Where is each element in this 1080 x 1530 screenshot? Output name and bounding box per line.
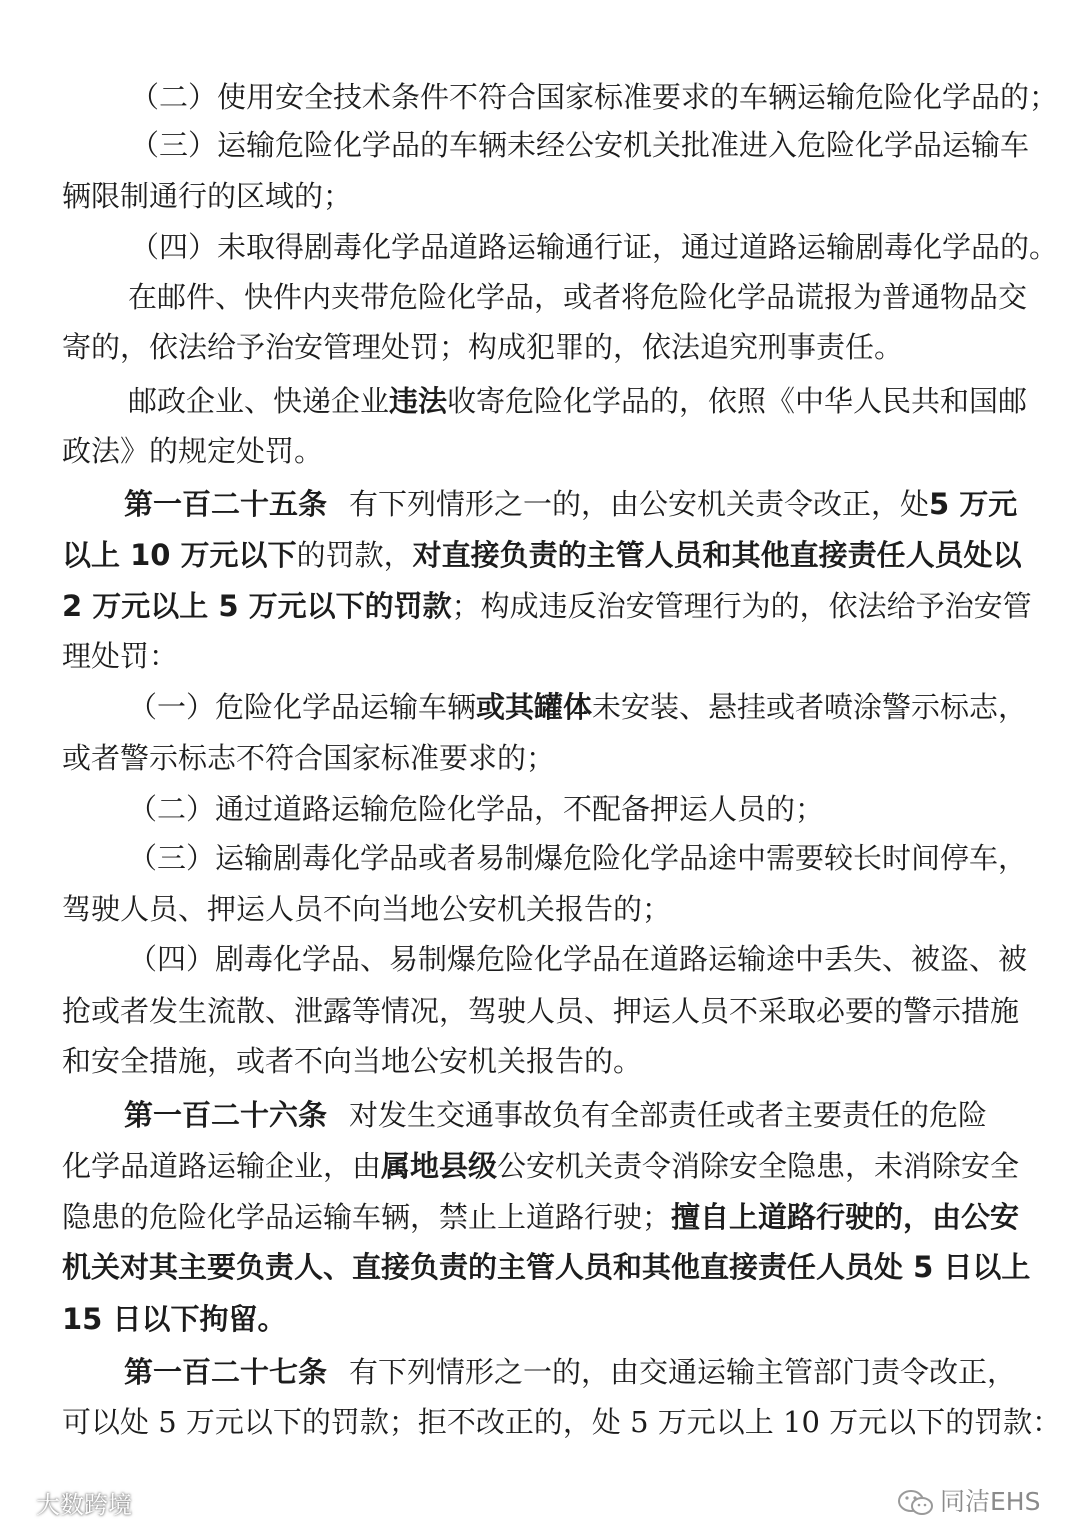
article-title: 第一百二十五条	[124, 487, 328, 521]
line-text: （三）运输危险化学品的车辆未经公安机关批准进入危险化学品运输车	[130, 128, 1030, 162]
text-line	[0, 735, 1080, 781]
line-text: 或者警示标志不符合国家标准要求的；	[62, 741, 556, 775]
line-text: （三）运输剧毒化学品或者易制爆危险化学品途中需要较长时间停车，	[128, 841, 1028, 875]
article-title: 第一百二十七条	[124, 1355, 328, 1389]
text-line	[0, 173, 1080, 219]
line-text: 辆限制通行的区域的；	[62, 179, 353, 213]
article-title: 第一百二十六条	[124, 1098, 328, 1132]
line-text: 隐患的危险化学品运输车辆，禁止上道路行驶；	[62, 1200, 672, 1234]
text-line	[0, 988, 1080, 1034]
text-line	[0, 274, 1080, 320]
text-line	[0, 786, 1080, 832]
watermark-right-text: 同洁EHS	[940, 1487, 1041, 1516]
weibo-logo-icon	[6, 1494, 36, 1518]
line-text: 对发生交通事故负有全部责任或者主要责任的危险	[349, 1098, 988, 1132]
line-text: （四）剧毒化学品、易制爆危险化学品在道路运输途中丢失、被盗、被	[128, 942, 1028, 976]
line-text: 寄的，依法给予治安管理处罚；构成犯罪的，依法追究刑事责任。	[62, 330, 904, 364]
text-line	[0, 936, 1080, 982]
text-line	[0, 633, 1080, 679]
text-line	[0, 324, 1080, 370]
watermark-left	[6, 1490, 132, 1520]
line-text: 理处罚：	[62, 639, 179, 673]
bold-text: 属地县级	[381, 1149, 498, 1183]
text-line	[0, 428, 1080, 474]
line-text: 化学品道路运输企业，由	[62, 1149, 382, 1183]
text-line	[0, 583, 1080, 629]
article-heading-line	[0, 1349, 1080, 1395]
line-text: （二）使用安全技术条件不符合国家标准要求的车辆运输危险化学品的；	[130, 80, 1059, 114]
line-text: 公安机关责令消除安全隐患，未消除安全	[497, 1149, 1020, 1183]
line-text: （四）未取得剧毒化学品道路运输通行证，通过道路运输剧毒化学品的。	[130, 230, 1059, 264]
line-text: ；构成违反治安管理行为的，依法给予治安管	[451, 589, 1032, 623]
bold-text: 机关对其主要负责人、直接负责的主管人员和其他直接责任人员处 5 日以上	[62, 1250, 1031, 1284]
line-text: 的罚款，	[296, 538, 413, 572]
line-text: 有下列情形之一的，由公安机关责令改正，处	[349, 487, 930, 521]
text-line	[0, 378, 1080, 424]
watermark-left-text: 大数跨境	[36, 1491, 132, 1519]
text-line	[0, 1296, 1080, 1342]
bold-text: 或其罐体	[476, 690, 593, 724]
bold-text: 违法	[389, 384, 448, 418]
wechat-icon	[896, 1488, 936, 1518]
bold-text: 2 万元以上 5 万元以下的罚款	[62, 589, 452, 623]
line-text: 可以处 5 万元以下的罚款；拒不改正的，处 5 万元以上 10 万元以下的罚款：	[62, 1405, 1062, 1439]
bold-text: 以上 10 万元以下	[62, 538, 297, 572]
line-text: 和安全措施，或者不向当地公安机关报告的。	[62, 1044, 643, 1078]
line-text: （二）通过道路运输危险化学品，不配备押运人员的；	[128, 792, 825, 826]
bold-text: 擅自上道路行驶的，由公安	[671, 1200, 1020, 1234]
text-line	[0, 835, 1080, 881]
text-line	[0, 1194, 1080, 1240]
article-heading-line	[0, 1092, 1080, 1138]
article-heading-line	[0, 481, 1080, 527]
bold-text: 15 日以下拘留。	[62, 1302, 287, 1336]
line-text: 在邮件、快件内夹带危险化学品，或者将危险化学品谎报为普通物品交	[128, 280, 1028, 314]
line-text: 驾驶人员、押运人员不向当地公安机关报告的；	[62, 892, 672, 926]
bold-text: 对直接负责的主管人员和其他直接责任人员处以	[412, 538, 1022, 572]
watermark-right	[896, 1482, 1040, 1522]
text-line	[0, 1244, 1080, 1290]
line-text: 未安装、悬挂或者喷涂警示标志，	[592, 690, 1028, 724]
text-line	[0, 74, 1080, 120]
line-text: 抢或者发生流散、泄露等情况，驾驶人员、押运人员不采取必要的警示措施	[62, 994, 1020, 1028]
text-line	[0, 224, 1080, 270]
text-line	[0, 684, 1080, 730]
line-text: 政法》的规定处罚。	[62, 434, 324, 468]
text-line	[0, 1038, 1080, 1084]
text-line	[0, 886, 1080, 932]
text-line	[0, 1143, 1080, 1189]
text-line	[0, 532, 1080, 578]
line-text: （一）危险化学品运输车辆	[128, 690, 477, 724]
bold-text: 5 万元	[929, 487, 1018, 521]
text-line	[0, 122, 1080, 168]
line-text: 邮政企业、快递企业	[128, 384, 390, 418]
text-line	[0, 1399, 1080, 1445]
line-text: 收寄危险化学品的，依照《中华人民共和国邮	[447, 384, 1028, 418]
line-text: 有下列情形之一的，由交通运输主管部门责令改正，	[349, 1355, 1017, 1389]
